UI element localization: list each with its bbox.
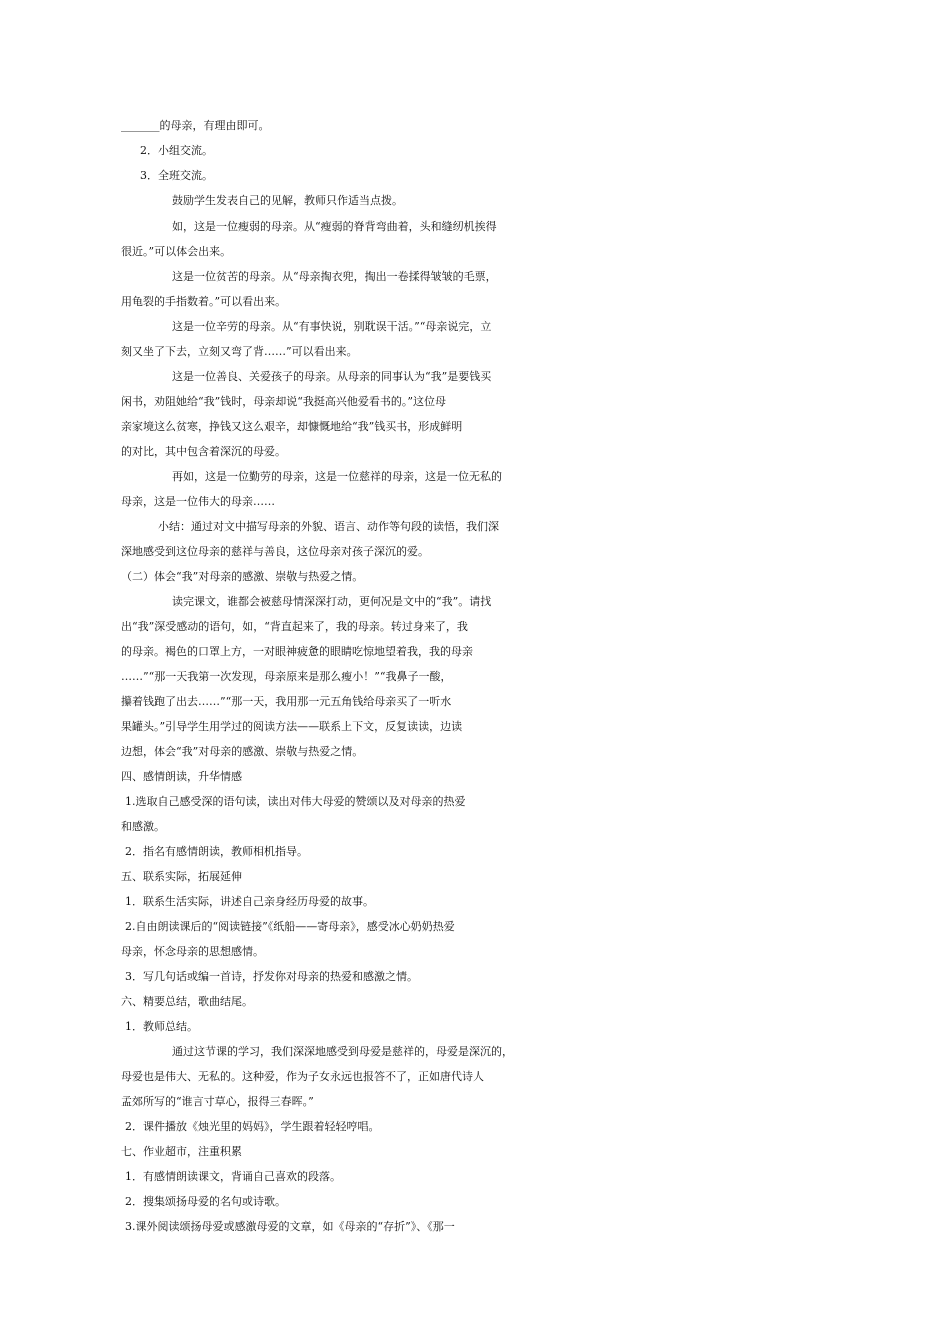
text-line: 通过这节课的学习，我们深深地感受到母爱是慈祥的，母爱是深沉的，	[172, 1045, 513, 1058]
text-line: 的对比，其中包含着深沉的母爱。	[121, 445, 286, 458]
text-line: 刻又坐了下去，立刻又弯了背……”可以看出来。	[121, 345, 358, 358]
text-line: 边想，体会“我”对母亲的感激、崇敬与热爱之情。	[121, 745, 364, 758]
text-line: 3．写几句话或编一首诗，抒发你对母亲的热爱和感激之情。	[125, 970, 418, 983]
text-line: _______的母亲，有理由即可。	[121, 119, 270, 132]
text-line: 闲书，劝阻她给“我”钱时，母亲却说“我挺高兴他爱看书的。”这位母	[121, 395, 446, 408]
text-line: 深地感受到这位母亲的慈祥与善良，这位母亲对孩子深沉的爱。	[121, 545, 429, 558]
text-line: 3．全班交流。	[140, 169, 213, 182]
text-line: 和感激。	[121, 820, 165, 833]
text-line: 2．搜集颂扬母爱的名句或诗歌。	[125, 1195, 286, 1208]
text-line: 2.自由朗读课后的“阅读链接”《纸船——寄母亲》，感受冰心奶奶热爱	[125, 920, 455, 933]
text-line: 1.选取自己感受深的语句读，读出对伟大母爱的赞颂以及对母亲的热爱	[125, 795, 466, 808]
text-line: 1．联系生活实际，讲述自己亲身经历母爱的故事。	[125, 895, 374, 908]
text-line: 母亲，这是一位伟大的母亲……	[121, 495, 275, 508]
text-line: 出“我”深受感动的语句，如，“背直起来了，我的母亲。转过身来了，我	[121, 620, 468, 633]
text-line: 这是一位贫苦的母亲。从“母亲掏衣兜，掏出一卷揉得皱皱的毛票，	[172, 270, 497, 283]
text-line: 1．教师总结。	[125, 1020, 198, 1033]
section-heading: 六、精要总结，歌曲结尾。	[121, 995, 253, 1008]
text-line: 再如，这是一位勤劳的母亲，这是一位慈祥的母亲，这是一位无私的	[172, 470, 502, 483]
section-heading: （二）体会“我”对母亲的感激、崇敬与热爱之情。	[121, 570, 364, 583]
text-line: 母亲，怀念母亲的思想感情。	[121, 945, 264, 958]
text-line: 用龟裂的手指数着。”可以看出来。	[121, 295, 287, 308]
text-line: 很近。”可以体会出来。	[121, 245, 232, 258]
section-heading: 七、作业超市，注重积累	[121, 1145, 242, 1158]
text-line: 这是一位善良、关爱孩子的母亲。从母亲的同事认为“我”是要钱买	[172, 370, 492, 383]
text-line: 攥着钱跑了出去……”“那一天，我用那一元五角钱给母亲买了一听水	[121, 695, 452, 708]
text-line: 1．有感情朗读课文，背诵自己喜欢的段落。	[125, 1170, 341, 1183]
text-line: 小结：通过对文中描写母亲的外貌、语言、动作等句段的读悟，我们深	[158, 520, 499, 533]
text-line: 读完课文，谁都会被慈母情深深打动，更何况是文中的“我”。请找	[172, 595, 492, 608]
text-line: 3.课外阅读颂扬母爱或感激母爱的文章，如《母亲的“存折”》、《那一	[125, 1220, 455, 1233]
text-line: ……”“那一天我第一次发现，母亲原来是那么瘦小！”“我鼻子一酸，	[121, 670, 452, 683]
text-line: 鼓励学生发表自己的见解，教师只作适当点拨。	[172, 194, 403, 207]
text-line: 果罐头。”引导学生用学过的阅读方法——联系上下文，反复读读，边读	[121, 720, 463, 733]
text-line: 这是一位辛劳的母亲。从“有事快说，别耽误干活。”“母亲说完，立	[172, 320, 492, 333]
section-heading: 五、联系实际，拓展延伸	[121, 870, 242, 883]
text-line: 2．课件播放《烛光里的妈妈》，学生跟着轻轻哼唱。	[125, 1120, 380, 1133]
text-line: 的母亲。褐色的口罩上方，一对眼神疲惫的眼睛吃惊地望着我，我的母亲	[121, 645, 473, 658]
section-heading: 四、感情朗读，升华情感	[121, 770, 242, 783]
text-line: 2．小组交流。	[140, 144, 213, 157]
text-line: 亲家境这么贫寒，挣钱又这么艰辛，却慷慨地给“我”钱买书，形成鲜明	[121, 420, 463, 433]
text-line: 母爱也是伟大、无私的。这种爱，作为子女永远也报答不了，正如唐代诗人	[121, 1070, 484, 1083]
text-line: 2．指名有感情朗读，教师相机指导。	[125, 845, 308, 858]
text-line: 如，这是一位瘦弱的母亲。从“瘦弱的脊背弯曲着，头和缝纫机挨得	[172, 220, 497, 233]
text-line: 孟郊所写的“谁言寸草心，报得三春晖。”	[121, 1095, 314, 1108]
